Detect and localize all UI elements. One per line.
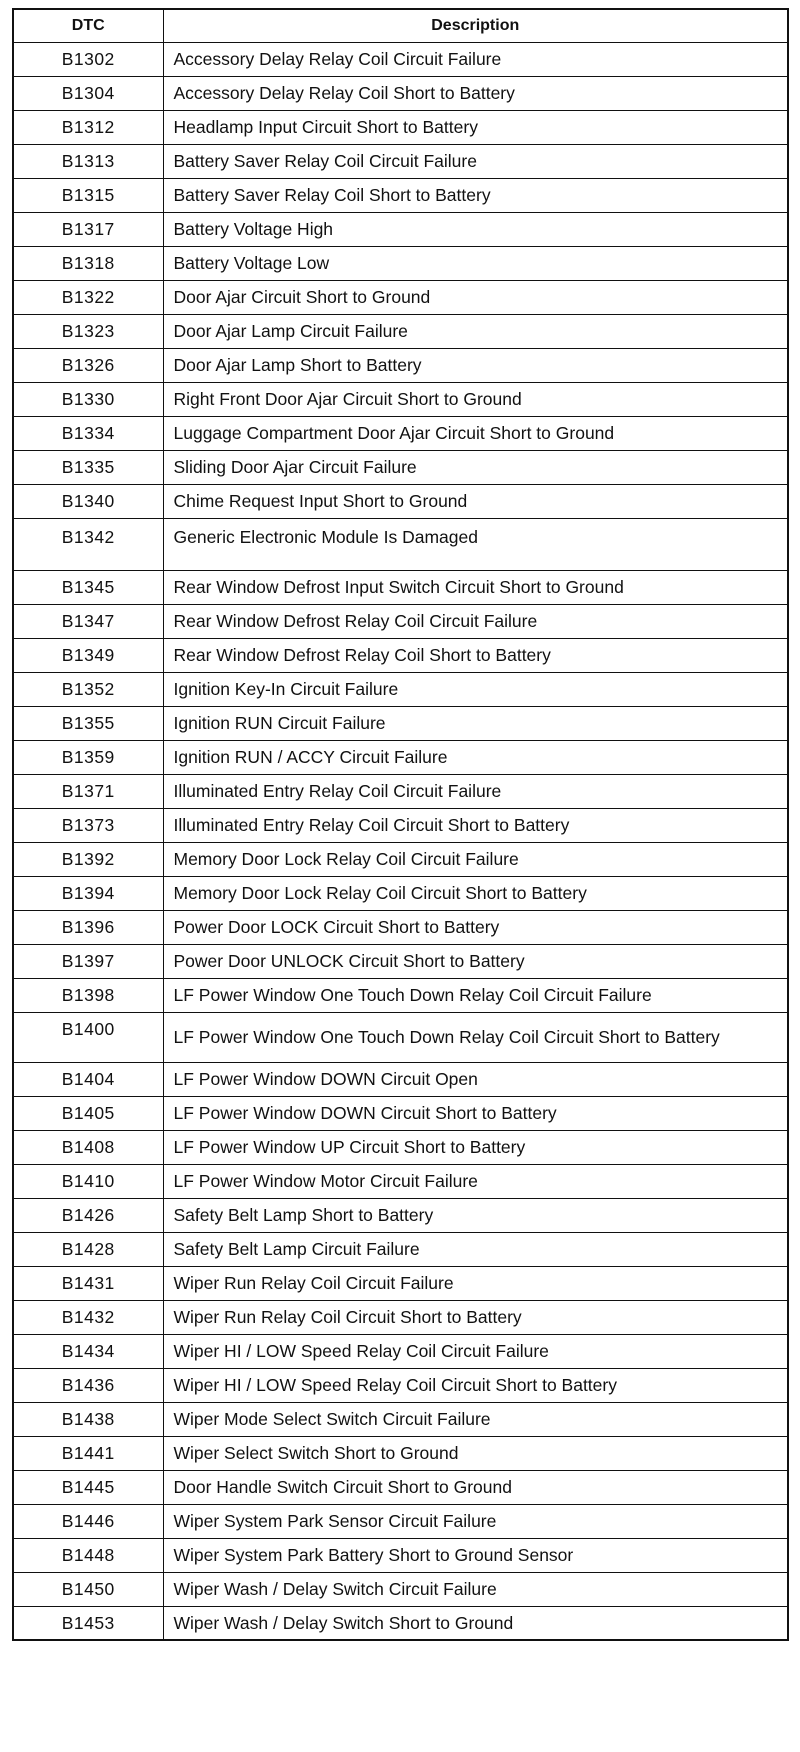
dtc-description: Wiper Wash / Delay Switch Short to Ground bbox=[163, 1606, 788, 1640]
table-row bbox=[13, 1334, 788, 1368]
dtc-description: Wiper System Park Battery Short to Ground Sensor bbox=[163, 1538, 788, 1572]
dtc-description: Wiper HI / LOW Speed Relay Coil Circuit Failure bbox=[163, 1334, 788, 1368]
dtc-description: Illuminated Entry Relay Coil Circuit Failure bbox=[163, 774, 788, 808]
dtc-table bbox=[12, 8, 789, 1641]
dtc-code: B1432 bbox=[13, 1300, 163, 1334]
dtc-description: Accessory Delay Relay Coil Circuit Failure bbox=[163, 42, 788, 76]
table-row bbox=[13, 484, 788, 518]
dtc-description: Generic Electronic Module Is Damaged bbox=[163, 518, 788, 570]
dtc-code: B1400 bbox=[13, 1012, 163, 1062]
dtc-description: Rear Window Defrost Relay Coil Short to Battery bbox=[163, 638, 788, 672]
dtc-description: LF Power Window DOWN Circuit Open bbox=[163, 1062, 788, 1096]
dtc-code: B1349 bbox=[13, 638, 163, 672]
table-row bbox=[13, 1012, 788, 1062]
table-row bbox=[13, 178, 788, 212]
table-row bbox=[13, 570, 788, 604]
dtc-code: B1317 bbox=[13, 212, 163, 246]
table-row bbox=[13, 1436, 788, 1470]
dtc-code: B1330 bbox=[13, 382, 163, 416]
dtc-code: B1426 bbox=[13, 1198, 163, 1232]
table-row bbox=[13, 348, 788, 382]
table-row bbox=[13, 450, 788, 484]
table-row bbox=[13, 1130, 788, 1164]
dtc-code: B1428 bbox=[13, 1232, 163, 1266]
dtc-code: B1342 bbox=[13, 518, 163, 570]
dtc-code: B1323 bbox=[13, 314, 163, 348]
table-row bbox=[13, 910, 788, 944]
dtc-description: Ignition Key-In Circuit Failure bbox=[163, 672, 788, 706]
dtc-code: B1322 bbox=[13, 280, 163, 314]
dtc-description: Battery Saver Relay Coil Circuit Failure bbox=[163, 144, 788, 178]
table-row bbox=[13, 774, 788, 808]
dtc-code: B1434 bbox=[13, 1334, 163, 1368]
table-row bbox=[13, 740, 788, 774]
dtc-description: Power Door LOCK Circuit Short to Battery bbox=[163, 910, 788, 944]
dtc-description: Ignition RUN Circuit Failure bbox=[163, 706, 788, 740]
dtc-code: B1446 bbox=[13, 1504, 163, 1538]
dtc-description: Headlamp Input Circuit Short to Battery bbox=[163, 110, 788, 144]
table-row bbox=[13, 978, 788, 1012]
dtc-description: LF Power Window DOWN Circuit Short to Battery bbox=[163, 1096, 788, 1130]
dtc-description: Safety Belt Lamp Circuit Failure bbox=[163, 1232, 788, 1266]
dtc-code: B1450 bbox=[13, 1572, 163, 1606]
dtc-description: Illuminated Entry Relay Coil Circuit Short to Battery bbox=[163, 808, 788, 842]
dtc-description: Door Handle Switch Circuit Short to Ground bbox=[163, 1470, 788, 1504]
dtc-description: Battery Voltage Low bbox=[163, 246, 788, 280]
dtc-description: Safety Belt Lamp Short to Battery bbox=[163, 1198, 788, 1232]
dtc-description: Rear Window Defrost Input Switch Circuit Short to Ground bbox=[163, 570, 788, 604]
table-row bbox=[13, 706, 788, 740]
dtc-description: Wiper HI / LOW Speed Relay Coil Circuit Short to Battery bbox=[163, 1368, 788, 1402]
dtc-column-header: DTC bbox=[13, 9, 163, 42]
table-row bbox=[13, 1572, 788, 1606]
dtc-description: LF Power Window One Touch Down Relay Coil Circuit Failure bbox=[163, 978, 788, 1012]
table-body bbox=[13, 42, 788, 1640]
dtc-description: Accessory Delay Relay Coil Short to Battery bbox=[163, 76, 788, 110]
dtc-code: B1371 bbox=[13, 774, 163, 808]
dtc-description: Door Ajar Circuit Short to Ground bbox=[163, 280, 788, 314]
dtc-description: Wiper System Park Sensor Circuit Failure bbox=[163, 1504, 788, 1538]
dtc-description: Luggage Compartment Door Ajar Circuit Short to Ground bbox=[163, 416, 788, 450]
dtc-description: Battery Voltage High bbox=[163, 212, 788, 246]
table-row bbox=[13, 1402, 788, 1436]
dtc-code: B1436 bbox=[13, 1368, 163, 1402]
dtc-description: Right Front Door Ajar Circuit Short to Ground bbox=[163, 382, 788, 416]
dtc-code: B1315 bbox=[13, 178, 163, 212]
table-row bbox=[13, 1470, 788, 1504]
dtc-code: B1453 bbox=[13, 1606, 163, 1640]
table-row bbox=[13, 638, 788, 672]
dtc-description: Memory Door Lock Relay Coil Circuit Short to Battery bbox=[163, 876, 788, 910]
dtc-code: B1312 bbox=[13, 110, 163, 144]
table-row bbox=[13, 1266, 788, 1300]
dtc-code: B1431 bbox=[13, 1266, 163, 1300]
dtc-description: Sliding Door Ajar Circuit Failure bbox=[163, 450, 788, 484]
dtc-code: B1326 bbox=[13, 348, 163, 382]
table-row bbox=[13, 382, 788, 416]
table-row bbox=[13, 1232, 788, 1266]
dtc-description: Ignition RUN / ACCY Circuit Failure bbox=[163, 740, 788, 774]
table-row bbox=[13, 842, 788, 876]
table-row bbox=[13, 1198, 788, 1232]
dtc-code: B1394 bbox=[13, 876, 163, 910]
table-row bbox=[13, 416, 788, 450]
dtc-code: B1313 bbox=[13, 144, 163, 178]
header-row bbox=[13, 9, 788, 42]
table-row bbox=[13, 212, 788, 246]
dtc-code: B1438 bbox=[13, 1402, 163, 1436]
dtc-code: B1304 bbox=[13, 76, 163, 110]
table-row bbox=[13, 672, 788, 706]
dtc-code: B1334 bbox=[13, 416, 163, 450]
table-row bbox=[13, 518, 788, 570]
table-row bbox=[13, 604, 788, 638]
table-row bbox=[13, 1368, 788, 1402]
dtc-code: B1396 bbox=[13, 910, 163, 944]
dtc-description: Wiper Run Relay Coil Circuit Failure bbox=[163, 1266, 788, 1300]
table-row bbox=[13, 144, 788, 178]
dtc-code: B1345 bbox=[13, 570, 163, 604]
dtc-description: Memory Door Lock Relay Coil Circuit Failure bbox=[163, 842, 788, 876]
table-row bbox=[13, 280, 788, 314]
table-row bbox=[13, 76, 788, 110]
table-row bbox=[13, 314, 788, 348]
dtc-code: B1397 bbox=[13, 944, 163, 978]
dtc-description: Door Ajar Lamp Circuit Failure bbox=[163, 314, 788, 348]
table-row bbox=[13, 1504, 788, 1538]
dtc-code: B1318 bbox=[13, 246, 163, 280]
dtc-description: Wiper Wash / Delay Switch Circuit Failure bbox=[163, 1572, 788, 1606]
table-row bbox=[13, 1062, 788, 1096]
dtc-code: B1373 bbox=[13, 808, 163, 842]
dtc-description: Wiper Mode Select Switch Circuit Failure bbox=[163, 1402, 788, 1436]
dtc-code: B1448 bbox=[13, 1538, 163, 1572]
dtc-code: B1302 bbox=[13, 42, 163, 76]
dtc-description: LF Power Window One Touch Down Relay Coil Circuit Short to Battery bbox=[163, 1012, 788, 1062]
table-row bbox=[13, 1164, 788, 1198]
dtc-description: LF Power Window UP Circuit Short to Battery bbox=[163, 1130, 788, 1164]
dtc-code: B1405 bbox=[13, 1096, 163, 1130]
dtc-code: B1398 bbox=[13, 978, 163, 1012]
dtc-code: B1441 bbox=[13, 1436, 163, 1470]
table-row bbox=[13, 1300, 788, 1334]
dtc-code: B1410 bbox=[13, 1164, 163, 1198]
dtc-description: Wiper Run Relay Coil Circuit Short to Battery bbox=[163, 1300, 788, 1334]
table-row bbox=[13, 110, 788, 144]
dtc-code: B1392 bbox=[13, 842, 163, 876]
table-row bbox=[13, 1096, 788, 1130]
dtc-description: Power Door UNLOCK Circuit Short to Battery bbox=[163, 944, 788, 978]
table-row bbox=[13, 944, 788, 978]
table-row bbox=[13, 808, 788, 842]
table-row bbox=[13, 42, 788, 76]
dtc-code: B1355 bbox=[13, 706, 163, 740]
table-row bbox=[13, 876, 788, 910]
description-column-header: Description bbox=[163, 9, 788, 42]
dtc-code: B1359 bbox=[13, 740, 163, 774]
dtc-code: B1404 bbox=[13, 1062, 163, 1096]
dtc-description: Door Ajar Lamp Short to Battery bbox=[163, 348, 788, 382]
table-row bbox=[13, 1606, 788, 1640]
dtc-description: Rear Window Defrost Relay Coil Circuit Failure bbox=[163, 604, 788, 638]
dtc-description: LF Power Window Motor Circuit Failure bbox=[163, 1164, 788, 1198]
dtc-description: Wiper Select Switch Short to Ground bbox=[163, 1436, 788, 1470]
dtc-code: B1445 bbox=[13, 1470, 163, 1504]
dtc-code: B1340 bbox=[13, 484, 163, 518]
table-row bbox=[13, 246, 788, 280]
dtc-code: B1347 bbox=[13, 604, 163, 638]
dtc-description: Chime Request Input Short to Ground bbox=[163, 484, 788, 518]
dtc-description: Battery Saver Relay Coil Short to Battery bbox=[163, 178, 788, 212]
table-row bbox=[13, 1538, 788, 1572]
dtc-code: B1408 bbox=[13, 1130, 163, 1164]
dtc-code: B1352 bbox=[13, 672, 163, 706]
dtc-code: B1335 bbox=[13, 450, 163, 484]
